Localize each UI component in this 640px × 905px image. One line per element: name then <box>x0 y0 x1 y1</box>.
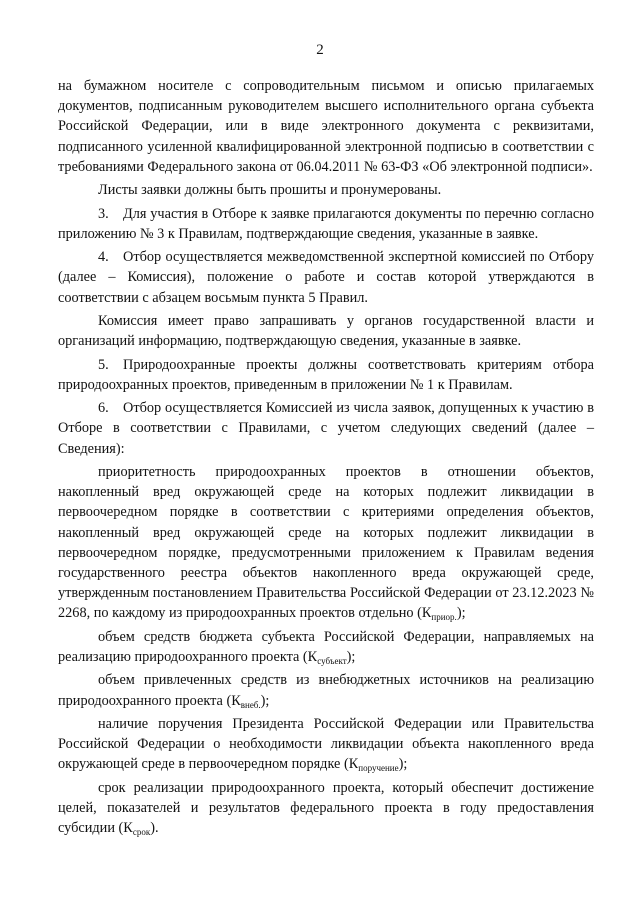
paragraph-item-5: 5. Природоохранные проекты должны соответствовать критериям отбора природоохранных проектов, приведенным в приложении № 1 к Правилам. <box>58 356 594 393</box>
coefficient-subscript: поручение <box>358 763 399 774</box>
criterion-extrabudgetary: объем привлеченных средств из внебюджетных источников на реализацию природоохранного проекта $(К_{внеб.})$; <box>58 672 594 710</box>
paragraph-item-3: 3. Для участия в Отборе к заявке прилагаются документы по перечню согласно приложению № 3 к Правилам, подтверждающие сведения, указанные в заявке. <box>58 205 594 242</box>
coefficient-subscript: субъект <box>317 655 347 666</box>
paragraph-item-4: 4. Отбор осуществляется межведомственной экспертной комиссией по Отбору (далее – Комиссия), положение о работе и состав которой утверждаются в соответствии с абзацем восьмым пункта 5 Правил. <box>58 249 594 306</box>
coefficient-subscript: приор. <box>431 612 457 623</box>
coefficient-subscript: внеб. <box>240 699 261 710</box>
criterion-instruction: наличие поручения Президента Российской Федерации или Правительства Российской Федерации о необходимости ликвидации объекта накопленного вреда окружающей среде в первоочередном порядке $(К_{поручение})$; <box>58 715 594 774</box>
paragraph-2: Листы заявки должны быть прошиты и пронумерованы. <box>98 182 442 199</box>
paragraph-item-6: 6. Отбор осуществляется Комиссией из числа заявок, допущенных к участию в Отборе в соответствии с Правилами, с учетом следующих сведений (далее – Сведения): <box>58 400 594 457</box>
paragraph-commission-rights: Комиссия имеет право запрашивать у органов государственной власти и организаций информацию, подтверждающую сведения, указанные в заявке. <box>58 312 594 350</box>
document-body <box>58 0 594 838</box>
criterion-regional-budget: объем средств бюджета субъекта Российской Федерации, направляемых на реализацию природоохранного проекта $(К_{субъект})$; <box>58 628 594 666</box>
coefficient-subscript: срок <box>132 827 151 838</box>
criterion-priority: приоритетность природоохранных проектов в отношении объектов, накопленный вред окружающей среде на которых подлежит ликвидации в первоочередном порядке в соответствии с критериями определения объектов, накопленный вред окружающей среде на которых подлежит ликвидации в первоочередном порядке, предусмотренными приложением к Правилам ведения государственного реестра объектов накопленного вреда окружающей среде, утвержденным постановлением Правительства Российской Федерации от 23.12.2023 № 2268, по каждому из природоохранных проектов отдельно $(К_{приор.})$; <box>58 463 594 623</box>
page-number: 2 <box>316 42 324 58</box>
criterion-term: срок реализации природоохранного проекта, который обеспечит достижение целей, показателей и результатов федерального проекта в году предоставления субсидии $(К_{срок})$. <box>58 779 594 838</box>
paragraph-1: на бумажном носителе с сопроводительным письмом и описью прилагаемых документов, подписанным руководителем высшего исполнительного органа субъекта Российской Федерации, или в виде электронного документа с реквизитами, подписанного усиленной квалифицированной электронной подписью в соответствии с требованиями Федерального закона от 06.04.2011 № 63-ФЗ «Об электронной подписи». <box>58 78 594 175</box>
